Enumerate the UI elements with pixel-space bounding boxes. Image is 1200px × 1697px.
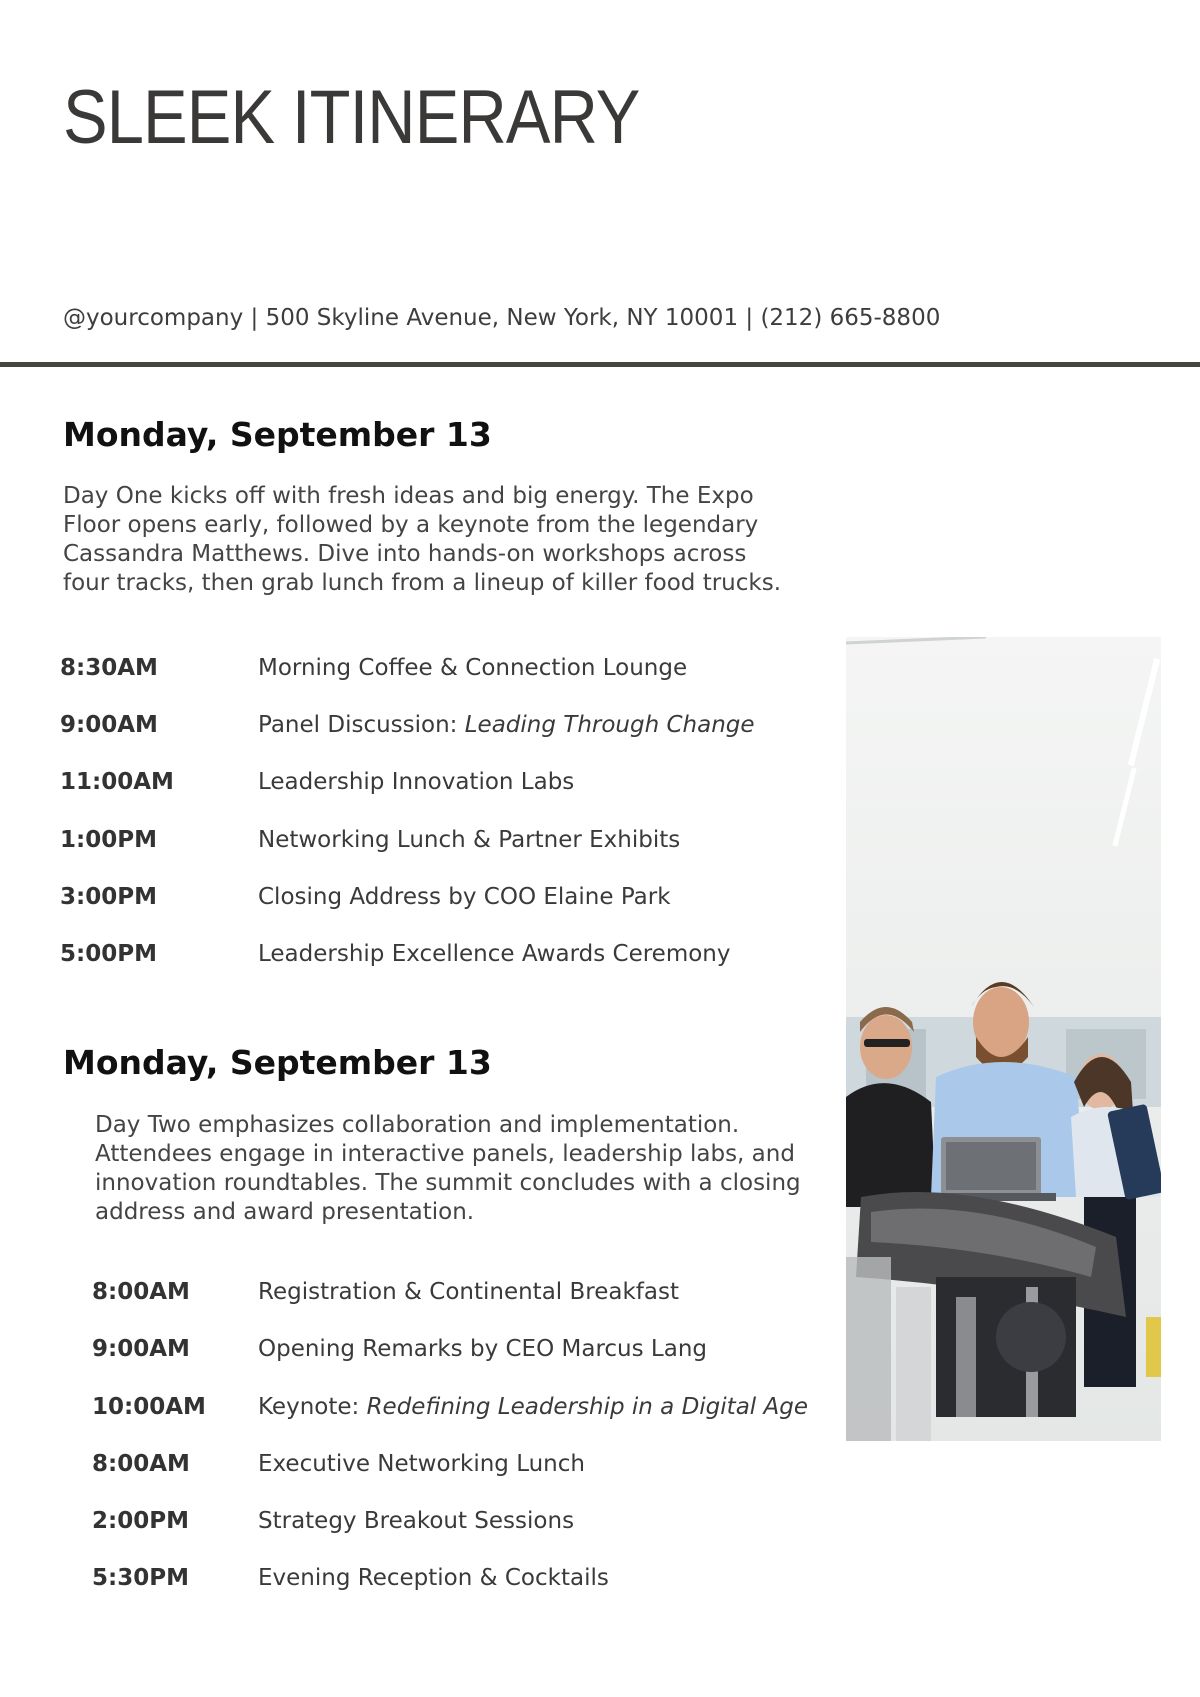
- schedule-event: Executive Networking Lunch: [258, 1451, 585, 1477]
- schedule-event: Closing Address by COO Elaine Park: [258, 884, 671, 910]
- document-title: SLEEK ITINERARY: [63, 75, 640, 160]
- schedule-event: Opening Remarks by CEO Marcus Lang: [258, 1336, 707, 1362]
- schedule-time: 10:00AM: [92, 1394, 206, 1420]
- schedule-time: 2:00PM: [92, 1508, 189, 1534]
- schedule-event: Panel Discussion: Leading Through Change: [258, 712, 755, 738]
- schedule-time: 5:30PM: [92, 1565, 189, 1591]
- schedule-event: Leadership Innovation Labs: [258, 769, 575, 795]
- schedule-event: Morning Coffee & Connection Lounge: [258, 655, 688, 681]
- contact-line: @yourcompany | 500 Skyline Avenue, New York, NY 10001 | (212) 665-8800: [63, 305, 941, 331]
- schedule-time: 5:00PM: [60, 941, 157, 967]
- header-divider: [0, 362, 1200, 367]
- day-one-description: Day One kicks off with fresh ideas and big energy. The Expo Floor opens early, followed by a keynote from the legendary Cassandra Matthews. Dive into hands-on workshops across four tracks, then grab lunch from a lineup of killer food trucks.: [63, 483, 782, 596]
- schedule-event: Strategy Breakout Sessions: [258, 1508, 575, 1534]
- schedule-time: 8:30AM: [60, 655, 158, 681]
- schedule-event: Leadership Excellence Awards Ceremony: [258, 941, 731, 967]
- schedule-time: 3:00PM: [60, 884, 157, 910]
- schedule-event: Networking Lunch & Partner Exhibits: [258, 827, 681, 853]
- schedule-time: 1:00PM: [60, 827, 157, 853]
- schedule-time: 8:00AM: [92, 1451, 190, 1477]
- schedule-time: 9:00AM: [92, 1336, 190, 1362]
- schedule-time: 9:00AM: [60, 712, 158, 738]
- day-one-heading: Monday, September 13: [63, 415, 492, 454]
- schedule-event: Registration & Continental Breakfast: [258, 1279, 679, 1305]
- day-two-description: Day Two emphasizes collaboration and implementation. Attendees engage in interactive panels, leadership labs, and innovation roundtables. The summit concludes with a closing address and award presentation.: [95, 1112, 801, 1225]
- day-two-heading: Monday, September 13: [63, 1043, 492, 1082]
- schedule-time: 8:00AM: [92, 1279, 190, 1305]
- schedule-event: Evening Reception & Cocktails: [258, 1565, 609, 1591]
- team-at-laptop-photo: [846, 637, 1161, 1441]
- schedule-time: 11:00AM: [60, 769, 174, 795]
- schedule-event: Keynote: Redefining Leadership in a Digital Age: [258, 1394, 808, 1420]
